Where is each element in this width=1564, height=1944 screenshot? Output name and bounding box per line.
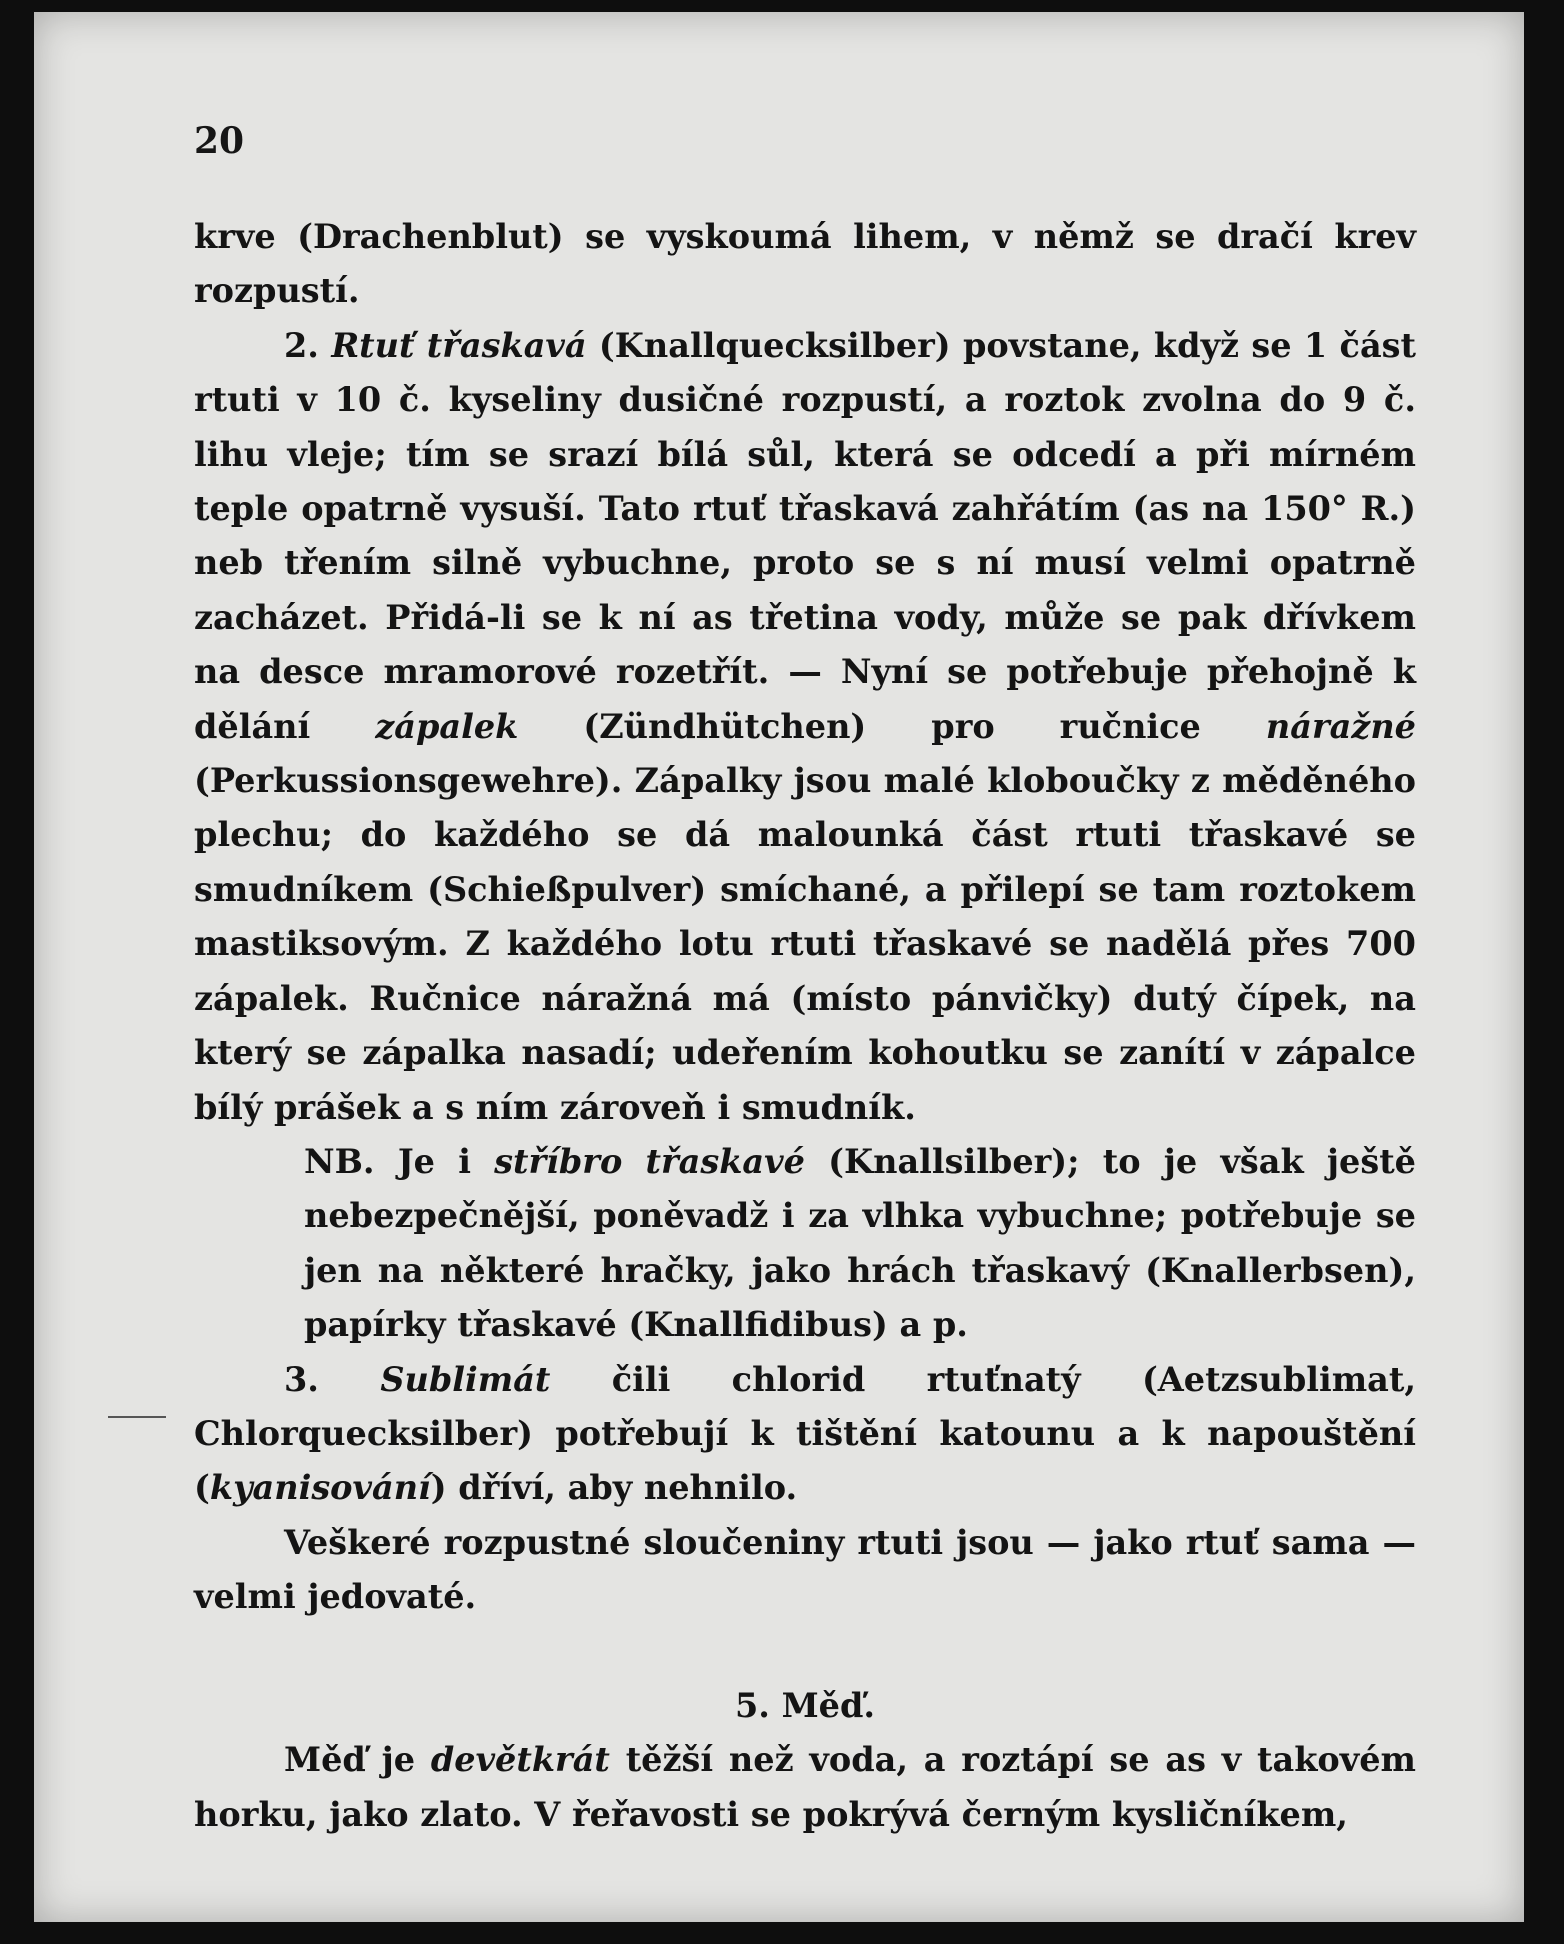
- text-run: NB. Je i: [304, 1141, 495, 1181]
- text-run: čili chlorid rtuťnatý (Aetzsublimat, Chlorquecksilber) potřebují k tištění katounu a k napouštění (: [194, 1359, 1416, 1508]
- text-run: (Knallsilber); to je však ještě nebezpečnější, poněvadž i za vlhka vybuchne; potřebuje se jen na některé hračky, jako hrách třaskavý (Knallerbsen), papírky třaskavé (Knallfidibus) a p.: [304, 1141, 1416, 1345]
- term-italic: zápalek: [375, 706, 519, 746]
- paragraph-sublimate: [194, 1353, 1416, 1516]
- margin-mark: [108, 1416, 166, 1418]
- term-italic: Rtuť třaskavá: [331, 325, 587, 365]
- term-italic: Sublimát: [380, 1359, 551, 1399]
- term-italic: kyanisování: [209, 1468, 431, 1508]
- term-italic: stříbro třaskavé: [494, 1141, 805, 1181]
- text-run: (Zündhütchen) pro ručnice: [518, 706, 1266, 746]
- page-number: 20: [194, 120, 245, 162]
- text-run: Měď je: [284, 1740, 431, 1780]
- term-italic: náražné: [1265, 706, 1416, 746]
- paragraph-poison-note: [194, 1516, 1416, 1625]
- paragraph-fulminating-mercury: [194, 319, 1416, 1135]
- paragraph-nb-silver: [194, 1135, 1416, 1353]
- text-run: (Perkussionsgewehre). Zápalky jsou malé kloboučky z měděného plechu; do každého se dá malounká část rtuti třaskavé se smudníkem (Schießpulver) smíchané, a přilepí se tam roztokem mastiksovým. Z každého lotu rtuti třaskavé se nadělá přes 700 zápalek. Ručnice náražná má (místo pánvičky) dutý čípek, na který se zápalka nasadí; udeřením kohoutku se zanítí v zápalce bílý prášek a s ním zároveň i smudník.: [194, 761, 1416, 1127]
- paragraph-copper: [194, 1733, 1416, 1842]
- text-run: (Knallquecksilber) povstane, když se 1 část rtuti v 10 č. kyseliny dusičné rozpustí, a roztok zvolna do 9 č. lihu vleje; tím se srazí bílá sůl, která se odcedí a při mírném teple opatrně vysuší. Tato rtuť třaskavá zahřátím (as na 150° R.) neb třením silně vybuchne, proto se s ní musí velmi opatrně zacházet. Přidá-li se k ní as třetina vody, může se pak dřívkem na desce mramorové rozetřít. — Nyní se potřebuje přehojně k dělání: [194, 325, 1416, 746]
- book-page: [34, 12, 1524, 1922]
- text-run: krve (Drachenblut) se vyskoumá lihem, v němž se dračí krev rozpustí.: [194, 217, 1416, 311]
- text-run: ) dříví, aby nehnilo.: [430, 1468, 798, 1508]
- text-run: 3.: [284, 1359, 381, 1399]
- text-run: těžší než voda, a roztápí se as v takovém horku, jako zlato. V řeřavosti se pokrývá černým kysličníkem,: [194, 1740, 1416, 1834]
- section-heading: 5. Měď.: [734, 1685, 876, 1725]
- text-run: Veškeré rozpustné sloučeniny rtuti jsou — jako rtuť sama — velmi jedovaté.: [194, 1522, 1416, 1617]
- term-italic: devětkrát: [430, 1740, 610, 1780]
- text-run: 2.: [284, 325, 332, 365]
- paragraph-dragon-blood: [194, 210, 1416, 319]
- page-text: [194, 210, 1416, 1842]
